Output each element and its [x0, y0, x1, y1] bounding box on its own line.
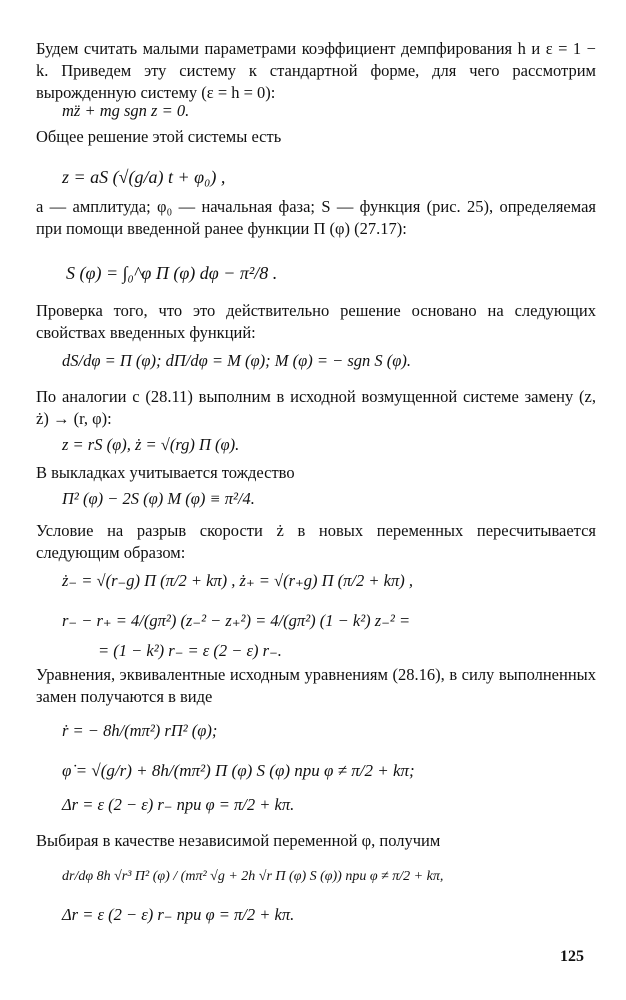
paragraph-2: Общее решение этой системы есть [36, 127, 282, 146]
paragraph-9: Выбирая в качестве независимой переменной φ, получим [36, 831, 441, 850]
paragraph-3: a — амплитуда; φ₀ — начальная фаза; S — функция (рис. 25), определяемая при помощи введенной ранее функции Π (φ) (27.17): [36, 197, 596, 238]
paragraph-5: По аналогии с (28.11) выполним в исходной возмущенной системе замену (z, ż) → (r, φ): [36, 387, 596, 428]
equation-13: dr/dφ 8h √r³ Π² (φ) / (mπ² √g + 2h √r Π (φ) S (φ)) при φ ≠ π/2 + kπ, [62, 869, 444, 884]
equation-5: z = rS (φ), ż = √(rg) Π (φ). [62, 435, 240, 454]
equation-1: mz̈ + mg sgn z = 0. [62, 101, 190, 120]
paragraph-7: Условие на разрыв скорости ż в новых переменных пересчитывается следующим образом: [36, 521, 596, 562]
equation-6: Π² (φ) − 2S (φ) M (φ) ≡ π²/4. [62, 489, 255, 508]
paragraph-6: В выкладках учитывается тождество [36, 463, 295, 482]
equation-8: r₋ − r₊ = 4/(gπ²) (z₋² − z₊²) = 4/(gπ²) (1 − k²) z₋² = [62, 611, 411, 630]
equation-4: dS/dφ = Π (φ); dΠ/dφ = M (φ); M (φ) = − sgn S (φ). [62, 351, 412, 370]
equation-10: ṙ = − 8h/(mπ²) rΠ² (φ); [62, 721, 218, 740]
equation-7: ż₋ = √(r₋g) Π (π/2 + kπ) , ż₊ = √(r₊g) Π (π/2 + kπ) , [62, 571, 413, 590]
paragraph-1: Будем считать малыми параметрами коэффициент демпфирования h и ε = 1 − k. Приведем эту систему к стандартной форме, для чего рассмотрим вырожденную систему (ε = h = 0): [36, 39, 596, 102]
equation-9: = (1 − k²) r₋ = ε (2 − ε) r₋. [98, 641, 282, 660]
equation-3: S (φ) = ∫₀^φ Π (φ) dφ − π²/8 . [66, 263, 278, 283]
equation-14: Δr = ε (2 − ε) r₋ при φ = π/2 + kπ. [62, 905, 295, 924]
equation-11: φ̇ = √(g/r) + 8h/(mπ²) Π (φ) S (φ) при φ ≠ π/2 + kπ; [62, 761, 415, 780]
equation-2: z = aS (√(g/a) t + φ₀) , [62, 167, 226, 187]
paragraph-8: Уравнения, эквивалентные исходным уравнениям (28.16), в силу выполненных замен получаются в виде [36, 665, 596, 706]
page-number: 125 [560, 948, 584, 965]
equation-12: Δr = ε (2 − ε) r₋ при φ = π/2 + kπ. [62, 795, 295, 814]
paragraph-4: Проверка того, что это действительно решение основано на следующих свойствах введенных функций: [36, 301, 596, 342]
